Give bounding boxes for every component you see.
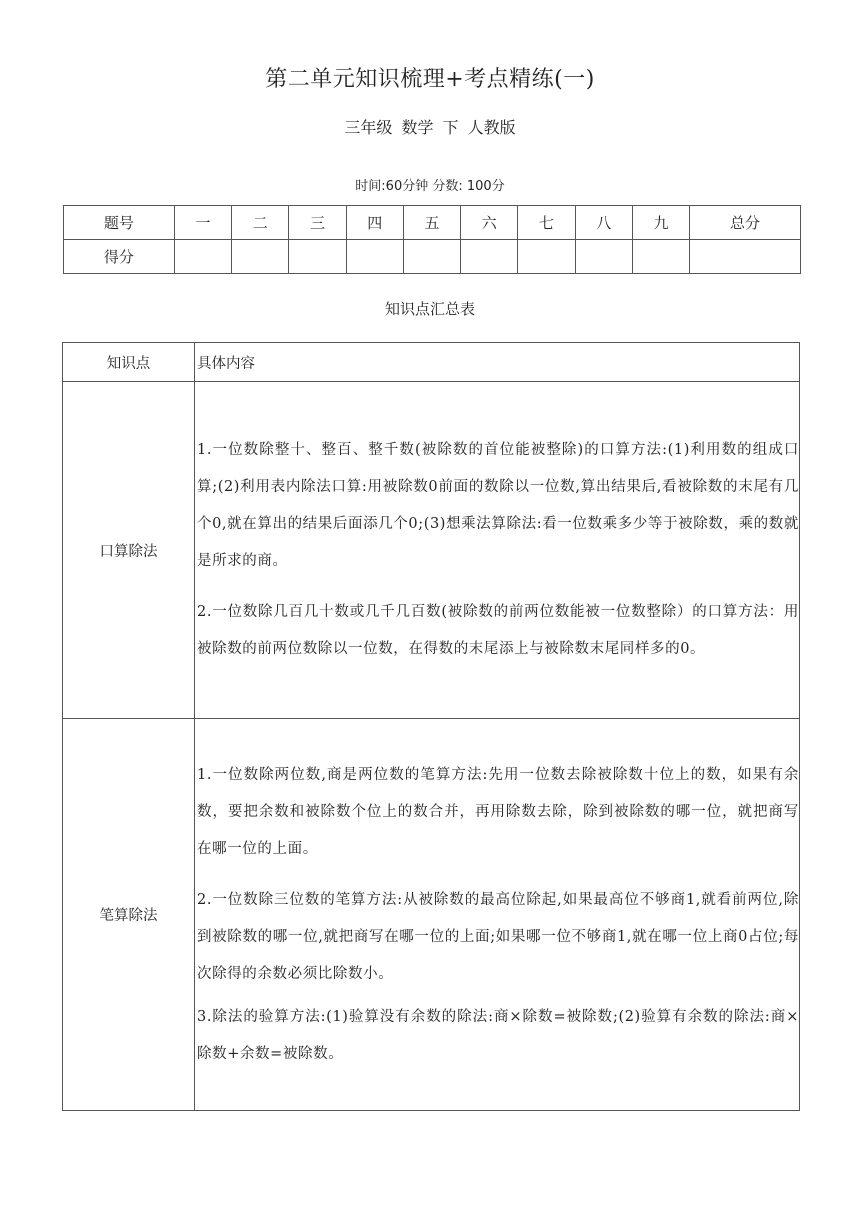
col-header-topic: 知识点	[63, 343, 195, 382]
page-title: 第二单元知识梳理+考点精练(一)	[265, 67, 595, 92]
col-header-content: 具体内容	[195, 343, 800, 382]
content-paragraph: 1.一位数除整十、整百、整千数(被除数的首位能被整除)的口算方法:(1)利用数的组成口算;(2)利用表内除法口算:用被除数0前面的数除以一位数,算出结果后,看被除数的末尾有几个0,就在算出的结果后面添几个0;(3)想乘法算除法:看一位数乘多少等于被除数，乘的数就是所求的商。	[197, 442, 799, 569]
knowledge-row	[63, 719, 800, 1111]
knowledge-table	[62, 342, 800, 1111]
score-input-cell[interactable]	[232, 240, 289, 274]
knowledge-row	[63, 382, 800, 719]
score-header-cell: 四	[346, 206, 403, 240]
score-input-cell[interactable]	[403, 240, 460, 274]
score-header-row	[64, 206, 801, 240]
score-input-cell[interactable]	[346, 240, 403, 274]
exam-meta: 时间:60分钟 分数: 100分	[355, 179, 505, 194]
content-paragraph: 3.除法的验算方法:(1)验算没有余数的除法:商×除数=被除数;(2)验算有余数的除法:商×除数+余数=被除数。	[197, 1008, 799, 1062]
score-input-cell[interactable]	[518, 240, 575, 274]
score-input-cell[interactable]	[575, 240, 632, 274]
topic-cell: 笔算除法	[63, 719, 195, 1111]
score-header-cell: 三	[289, 206, 346, 240]
score-input-cell[interactable]	[632, 240, 689, 274]
score-input-cell[interactable]	[174, 240, 231, 274]
content-paragraph: 2.一位数除三位数的笔算方法:从被除数的最高位除起,如果最高位不够商1,就看前两位,除到被除数的哪一位,就把商写在哪一位的上面;如果哪一位不够商1,就在哪一位上商0占位;每次除得的余数必须比除数小。	[197, 891, 799, 982]
content-paragraph: 1.一位数除两位数,商是两位数的笔算方法:先用一位数去除被除数十位上的数，如果有余数，要把余数和被除数个位上的数合并，再用除数去除，除到被除数的哪一位，就把商写在哪一位的上面。	[197, 766, 799, 857]
content-cell	[195, 719, 800, 1111]
section-title: 知识点汇总表	[384, 300, 475, 318]
score-input-cell[interactable]	[289, 240, 346, 274]
score-header-cell: 六	[461, 206, 518, 240]
score-header-cell: 七	[518, 206, 575, 240]
content-cell	[195, 382, 800, 719]
score-header-cell: 八	[575, 206, 632, 240]
score-header-cell: 题号	[64, 206, 175, 240]
score-input-cell[interactable]	[690, 240, 801, 274]
score-header-cell: 九	[632, 206, 689, 240]
score-header-cell: 总分	[690, 206, 801, 240]
content-paragraph: 2.一位数除几百几十数或几千几百数(被除数的前两位数能被一位数整除）的口算方法：用被除数的前两位数除以一位数，在得数的末尾添上与被除数末尾同样多的0。	[197, 604, 799, 657]
score-header-cell: 二	[232, 206, 289, 240]
knowledge-header-row	[63, 343, 800, 382]
score-input-row	[64, 240, 801, 274]
score-header-cell: 五	[403, 206, 460, 240]
score-input-cell[interactable]	[461, 240, 518, 274]
topic-cell: 口算除法	[63, 382, 195, 719]
score-table	[63, 205, 801, 274]
score-row-label: 得分	[64, 240, 175, 274]
score-header-cell: 一	[174, 206, 231, 240]
page-subtitle: 三年级 数学 下 人教版	[344, 118, 516, 137]
